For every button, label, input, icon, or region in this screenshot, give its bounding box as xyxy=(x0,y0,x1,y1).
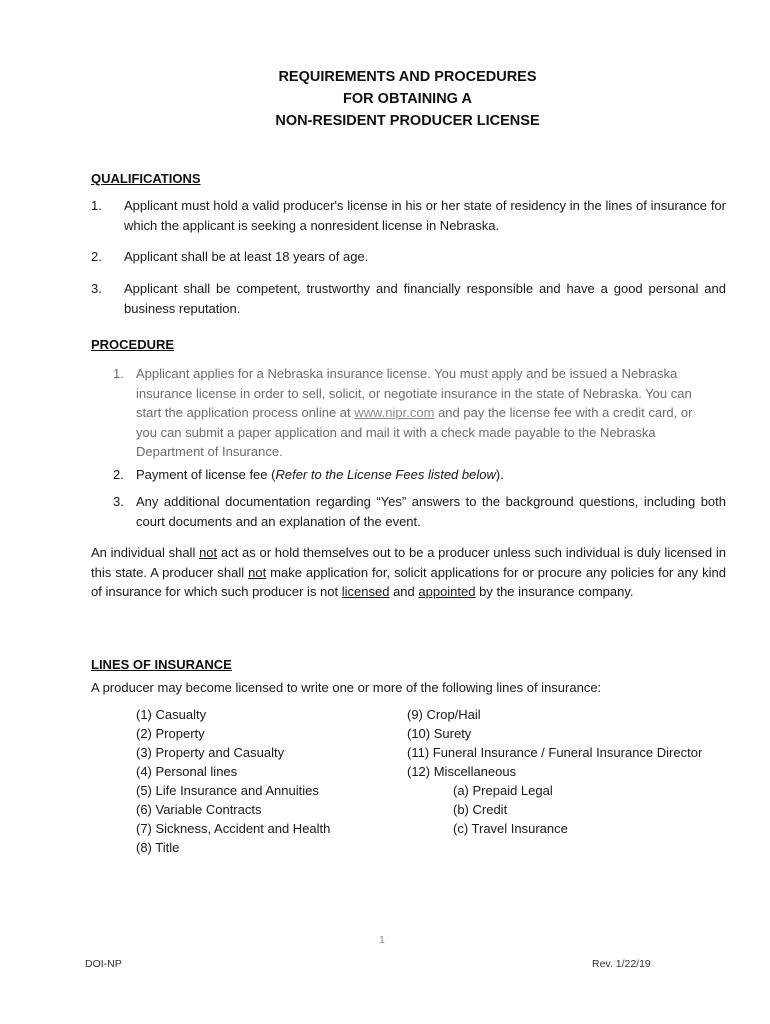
notice-part-1: An individual shall xyxy=(91,545,200,560)
line-item: (6) Variable Contracts xyxy=(136,802,262,817)
procedure-text-1-end: and pay the license fee with a credit card, or you can submit a paper application and mail it with a check made payable to the Nebraska Department of Insurance. xyxy=(136,405,693,459)
title-line-2: FOR OBTAINING A xyxy=(343,91,472,107)
procedure-text-2-prefix: Payment of license fee ( xyxy=(136,467,276,482)
notice-underline-appointed: appointed xyxy=(418,584,476,599)
page-title xyxy=(0,66,770,132)
line-item: (5) Life Insurance and Annuities xyxy=(136,783,319,798)
line-item: (3) Property and Casualty xyxy=(136,745,285,760)
procedure-number-3: 3. xyxy=(113,494,124,509)
procedure-text-1-start: Applicant applies for a Nebraska insurance license. You must apply and be issued a Nebraska insurance license in order to sell, solicit, or negotiate insurance in the state of Nebraska. You can start the application process online at xyxy=(136,366,692,420)
line-subitem: (c) Travel Insurance xyxy=(453,821,568,836)
title-line-1: REQUIREMENTS AND PROCEDURES xyxy=(278,69,537,85)
notice-part-3: make application for, solicit applications for or procure any policies for any kind of insurance for which such producer is not xyxy=(91,564,726,599)
footer-form-id: DOI-NP xyxy=(85,958,122,970)
procedure-text-3: Any additional documentation regarding “Yes” answers to the background questions, including both court documents and an explanation of the event. xyxy=(136,494,726,529)
line-item: (4) Personal lines xyxy=(136,764,238,779)
line-item: (10) Surety xyxy=(407,726,472,741)
procedure-text-1 xyxy=(136,364,696,462)
title-line-3: NON-RESIDENT PRODUCER LICENSE xyxy=(275,113,540,129)
lines-intro: A producer may become licensed to write one or more of the following lines of insurance: xyxy=(91,680,602,695)
notice-part-4: and xyxy=(389,584,419,599)
line-subitem: (a) Prepaid Legal xyxy=(453,783,553,798)
qualifications-heading: QUALIFICATIONS xyxy=(91,171,201,186)
qualification-text-1: Applicant must hold a valid producer's license in his or her state of residency in the lines of insurance for which the applicant is seeking a nonresident license in Nebraska. xyxy=(124,198,726,233)
qualification-number-1: 1. xyxy=(91,198,102,213)
notice-underline-licensed: licensed xyxy=(341,584,390,599)
notice-part-5: by the insurance company. xyxy=(475,584,634,599)
procedure-number-1: 1. xyxy=(113,366,124,381)
procedure-number-2: 2. xyxy=(113,467,124,482)
lines-of-insurance-heading: LINES OF INSURANCE xyxy=(91,657,232,672)
qualification-number-3: 3. xyxy=(91,281,102,296)
producer-notice xyxy=(91,543,726,602)
qualification-number-2: 2. xyxy=(91,249,102,264)
line-subitem: (b) Credit xyxy=(453,802,508,817)
qualification-text-2: Applicant shall be at least 18 years of age. xyxy=(124,249,369,264)
notice-underline-not-1: not xyxy=(199,545,218,560)
line-item: (2) Property xyxy=(136,726,205,741)
line-item: (7) Sickness, Accident and Health xyxy=(136,821,331,836)
procedure-text-2 xyxy=(136,465,726,485)
footer-revision: Rev. 1/22/19 xyxy=(592,958,651,970)
notice-part-2: act as or hold themselves out to be a producer unless such individual is duly licensed in this state. A producer shall xyxy=(91,545,726,580)
line-item: (12) Miscellaneous xyxy=(407,764,517,779)
nipr-link[interactable]: www.nipr.com xyxy=(354,405,435,420)
qualification-text-3: Applicant shall be competent, trustworthy and financially responsible and have a good personal and business reputation. xyxy=(124,281,726,316)
line-item: (9) Crop/Hail xyxy=(407,707,481,722)
page-number: 1 xyxy=(379,934,385,946)
line-item: (8) Title xyxy=(136,840,180,855)
lines-right-column xyxy=(407,705,702,838)
notice-underline-not-2: not xyxy=(248,564,267,580)
procedure-text-2-italic: Refer to the License Fees listed below xyxy=(275,467,496,482)
procedure-text-2-suffix: ). xyxy=(495,467,504,482)
line-item: (11) Funeral Insurance / Funeral Insurance Director xyxy=(407,745,703,760)
lines-left-column xyxy=(136,705,330,857)
procedure-heading: PROCEDURE xyxy=(91,337,175,352)
line-item: (1) Casualty xyxy=(136,707,207,722)
